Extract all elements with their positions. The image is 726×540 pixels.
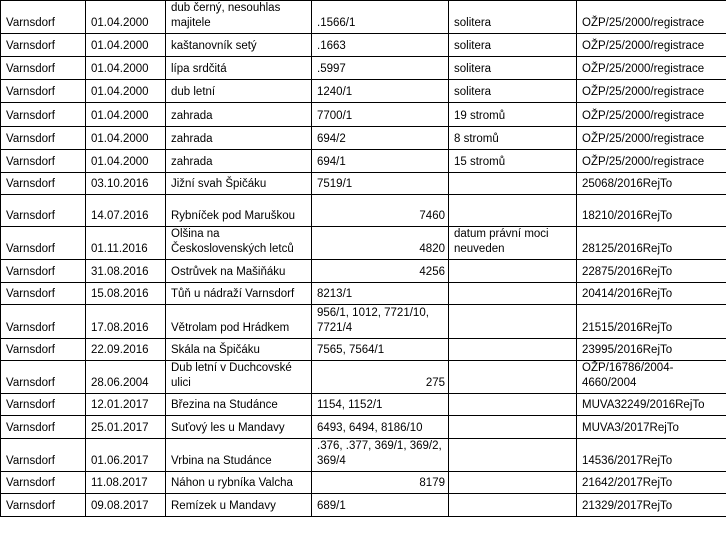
table-row [1,34,726,57]
cell-parcel[interactable]: .1566/1 [312,1,449,34]
cell-date[interactable]: 31.08.2016 [86,260,166,283]
cell-town[interactable]: Varnsdorf [1,472,86,494]
table-row [1,150,726,173]
cell-town[interactable]: Varnsdorf [1,283,86,305]
table-body [1,1,726,517]
cell-name[interactable]: lípa srdčitá [166,57,312,80]
cell-parcel[interactable]: 4256 [312,260,449,283]
cell-parcel[interactable]: 956/1, 1012, 7721/10, 7721/4 [312,305,449,339]
cell-date[interactable]: 03.10.2016 [86,173,166,195]
cell-note[interactable] [449,283,577,305]
cell-reference[interactable]: OŽP/16786/2004-4660/2004 [577,361,726,394]
cell-name[interactable]: Jižní svah Špičáku [166,173,312,195]
cell-reference[interactable]: MUVA3/2017RejTo [577,416,726,439]
cell-note[interactable]: datum právní moci neuveden [449,227,577,260]
table-row [1,472,726,494]
table-row [1,394,726,416]
cell-town[interactable]: Varnsdorf [1,1,86,34]
table-row [1,227,726,260]
cell-note[interactable] [449,494,577,517]
cell-parcel[interactable]: 1240/1 [312,80,449,103]
cell-town[interactable]: Varnsdorf [1,34,86,57]
table-row [1,494,726,517]
cell-date[interactable]: 01.04.2000 [86,80,166,103]
cell-parcel[interactable]: .5997 [312,57,449,80]
cell-date[interactable]: 01.04.2000 [86,103,166,127]
cell-parcel[interactable]: 8179 [312,472,449,494]
cell-town[interactable]: Varnsdorf [1,260,86,283]
cell-parcel[interactable]: 694/2 [312,127,449,150]
cell-note[interactable]: solitera [449,34,577,57]
cell-town[interactable]: Varnsdorf [1,305,86,339]
cell-name[interactable]: Rybníček pod Maruškou [166,195,312,227]
cell-date[interactable]: 01.06.2017 [86,439,166,472]
cell-note[interactable]: 19 stromů [449,103,577,127]
cell-date[interactable]: 01.04.2000 [86,1,166,34]
cell-parcel[interactable]: 4820 [312,227,449,260]
cell-note[interactable] [449,339,577,361]
table-row [1,103,726,127]
cell-parcel[interactable]: .1663 [312,34,449,57]
cell-date[interactable]: 15.08.2016 [86,283,166,305]
cell-date[interactable]: 25.01.2017 [86,416,166,439]
cell-parcel[interactable]: 689/1 [312,494,449,517]
cell-note[interactable] [449,416,577,439]
cell-reference[interactable]: OŽP/25/2000/registrace [577,57,726,80]
cell-name[interactable]: zahrada [166,150,312,173]
table-row [1,127,726,150]
cell-town[interactable]: Varnsdorf [1,57,86,80]
cell-town[interactable]: Varnsdorf [1,394,86,416]
cell-name[interactable]: Olšina na Československých letců [166,227,312,260]
cell-parcel[interactable]: 7700/1 [312,103,449,127]
cell-reference[interactable]: 28125/2016RejTo [577,227,726,260]
cell-parcel[interactable]: 694/1 [312,150,449,173]
cell-note[interactable] [449,173,577,195]
table-row [1,57,726,80]
cell-parcel[interactable]: 275 [312,361,449,394]
cell-date[interactable]: 09.08.2017 [86,494,166,517]
cell-reference[interactable]: 23995/2016RejTo [577,339,726,361]
cell-name[interactable]: Dub letní v Duchcovské ulici [166,361,312,394]
cell-town[interactable]: Varnsdorf [1,494,86,517]
cell-note[interactable] [449,472,577,494]
cell-parcel[interactable]: 7519/1 [312,173,449,195]
cell-reference[interactable]: MUVA32249/2016RejTo [577,394,726,416]
cell-name[interactable]: Remízek u Mandavy [166,494,312,517]
cell-name[interactable]: Náhon u rybníka Valcha [166,472,312,494]
cell-town[interactable]: Varnsdorf [1,416,86,439]
cell-name[interactable]: Březina na Studánce [166,394,312,416]
cell-name[interactable]: Vrbina na Studánce [166,439,312,472]
cell-name[interactable]: zahrada [166,127,312,150]
cell-name[interactable]: Větrolam pod Hrádkem [166,305,312,339]
cell-note[interactable]: 15 stromů [449,150,577,173]
cell-name[interactable]: kaštanovník setý [166,34,312,57]
cell-town[interactable]: Varnsdorf [1,195,86,227]
cell-date[interactable]: 01.04.2000 [86,57,166,80]
cell-reference[interactable]: OŽP/25/2000/registrace [577,127,726,150]
cell-name[interactable]: Ostrůvek na Mašiňáku [166,260,312,283]
cell-date[interactable]: 01.04.2000 [86,150,166,173]
cell-parcel[interactable]: 7460 [312,195,449,227]
cell-note[interactable] [449,394,577,416]
cell-reference[interactable]: OŽP/25/2000/registrace [577,34,726,57]
cell-name[interactable]: Skála na Špičáku [166,339,312,361]
cell-note[interactable] [449,361,577,394]
cell-date[interactable]: 14.07.2016 [86,195,166,227]
cell-parcel[interactable]: 7565, 7564/1 [312,339,449,361]
table-row [1,416,726,439]
cell-date[interactable]: 01.04.2000 [86,34,166,57]
cell-town[interactable]: Varnsdorf [1,127,86,150]
cell-town[interactable]: Varnsdorf [1,361,86,394]
table-row [1,439,726,472]
cell-town[interactable]: Varnsdorf [1,103,86,127]
cell-reference[interactable]: 21329/2017RejTo [577,494,726,517]
cell-reference[interactable]: OŽP/25/2000/registrace [577,103,726,127]
cell-name[interactable]: dub černý, nesouhlas majitele [166,1,312,34]
table-row [1,283,726,305]
cell-date[interactable]: 28.06.2004 [86,361,166,394]
cell-reference[interactable]: 20414/2016RejTo [577,283,726,305]
cell-date[interactable]: 17.08.2016 [86,305,166,339]
table-row [1,1,726,34]
cell-name[interactable]: Tůň u nádraží Varnsdorf [166,283,312,305]
cell-town[interactable]: Varnsdorf [1,439,86,472]
cell-parcel[interactable]: 6493, 6494, 8186/10 [312,416,449,439]
cell-parcel[interactable]: 1154, 1152/1 [312,394,449,416]
cell-town[interactable]: Varnsdorf [1,173,86,195]
table-row [1,361,726,394]
cell-date[interactable]: 12.01.2017 [86,394,166,416]
cell-note[interactable]: solitera [449,80,577,103]
cell-parcel[interactable]: .376, .377, 369/1, 369/2, 369/4 [312,439,449,472]
cell-town[interactable]: Varnsdorf [1,227,86,260]
table-row [1,260,726,283]
table-row [1,80,726,103]
cell-reference[interactable]: 25068/2016RejTo [577,173,726,195]
cell-reference[interactable]: OŽP/25/2000/registrace [577,80,726,103]
cell-reference[interactable]: OŽP/25/2000/registrace [577,1,726,34]
cell-date[interactable]: 01.04.2000 [86,127,166,150]
cell-name[interactable]: Suťový les u Mandavy [166,416,312,439]
cell-town[interactable]: Varnsdorf [1,80,86,103]
cell-reference[interactable]: 14536/2017RejTo [577,439,726,472]
cell-note[interactable] [449,260,577,283]
cell-reference[interactable]: 22875/2016RejTo [577,260,726,283]
cell-note[interactable] [449,439,577,472]
table-row [1,305,726,339]
cell-reference[interactable]: 21515/2016RejTo [577,305,726,339]
cell-date[interactable]: 01.11.2016 [86,227,166,260]
cell-note[interactable]: solitera [449,1,577,34]
cell-reference[interactable]: 18210/2016RejTo [577,195,726,227]
cell-parcel[interactable]: 8213/1 [312,283,449,305]
cell-note[interactable]: solitera [449,57,577,80]
cell-town[interactable]: Varnsdorf [1,339,86,361]
cell-reference[interactable]: OŽP/25/2000/registrace [577,150,726,173]
cell-name[interactable]: dub letní [166,80,312,103]
cell-name[interactable]: zahrada [166,103,312,127]
cell-date[interactable]: 11.08.2017 [86,472,166,494]
cell-note[interactable] [449,195,577,227]
table-row [1,195,726,227]
cell-note[interactable]: 8 stromů [449,127,577,150]
cell-town[interactable]: Varnsdorf [1,150,86,173]
cell-date[interactable]: 22.09.2016 [86,339,166,361]
cell-reference[interactable]: 21642/2017RejTo [577,472,726,494]
cell-note[interactable] [449,305,577,339]
table-row [1,173,726,195]
table-row [1,339,726,361]
